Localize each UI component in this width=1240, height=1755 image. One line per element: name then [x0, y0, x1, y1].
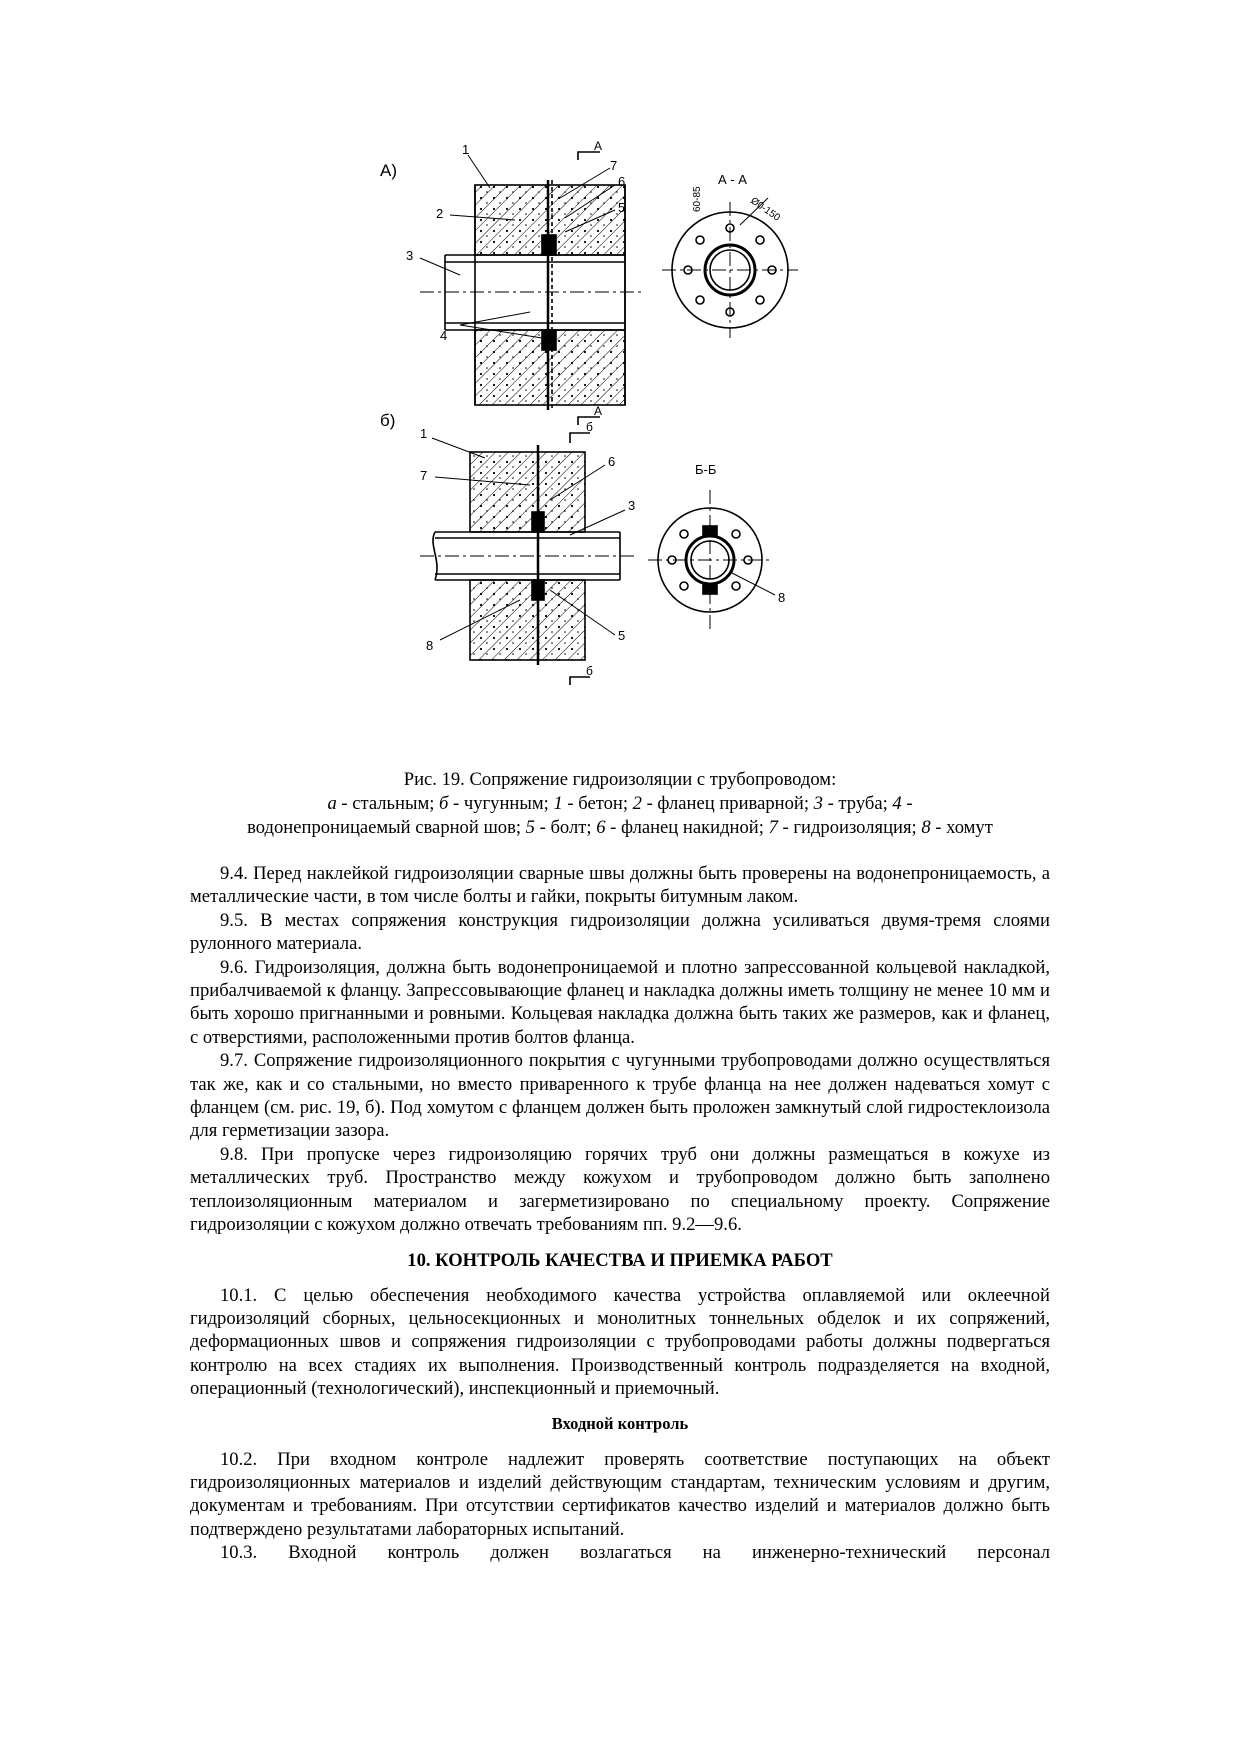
caption-legend-line-2	[190, 816, 1050, 840]
svg-text:8: 8	[426, 638, 434, 653]
legend-part: - хомут	[930, 817, 993, 838]
paragraph-10-1: 10.1. С целью обеспечения необходимого качества устройства оплавляемой или оклеечной гидроизоляций сборных, цельносекционных и монолитных тоннельных обделок и их сопряжений, деформационных швов и сопряжения гидроизоляции с трубопроводами работы должны подвергаться контролю на всех стадиях их выполнения. Производственный контроль подразделяется на входной, операционный (технологический), инспекционный и приемочный.	[190, 1284, 1050, 1400]
legend-part: 5	[525, 817, 535, 838]
pipe-waterproofing-drawing	[380, 139, 880, 760]
legend-part: 2	[632, 793, 642, 814]
legend-part: 7	[768, 817, 778, 838]
svg-text:7: 7	[610, 158, 618, 173]
legend-part: а	[327, 793, 337, 814]
svg-text:4: 4	[440, 328, 448, 343]
legend-part: - стальным;	[336, 793, 440, 814]
svg-text:1: 1	[462, 142, 470, 157]
svg-text:2: 2	[436, 206, 444, 221]
figure-caption	[190, 768, 1050, 840]
legend-part: 4	[892, 793, 902, 814]
svg-text:б: б	[586, 420, 593, 434]
caption-title: Рис. 19. Сопряжение гидроизоляции с трубопроводом:	[403, 769, 837, 790]
flange-section-b	[648, 462, 785, 632]
figure-19	[380, 139, 880, 760]
svg-text:7: 7	[420, 468, 428, 483]
svg-text:Ø0-150: Ø0-150	[748, 195, 782, 224]
legend-part: - гидроизоляция;	[777, 817, 922, 838]
svg-text:60-85: 60-85	[692, 186, 703, 212]
svg-text:6: 6	[608, 454, 616, 469]
svg-text:А: А	[594, 404, 603, 418]
legend-part: 1	[553, 793, 563, 814]
legend-part: -	[901, 793, 913, 814]
svg-text:А: А	[594, 139, 603, 153]
legend-part: 3	[813, 793, 823, 814]
svg-text:б: б	[586, 664, 593, 678]
legend-part: - чугунным;	[448, 793, 554, 814]
svg-text:Б-Б: Б-Б	[695, 462, 717, 477]
paragraph-9-7: 9.7. Сопряжение гидроизоляционного покрытия с чугунными трубопроводами должно осуществляться так же, как и со стальными, но вместо приваренного к трубе фланца на нее должен надеваться хомут с фланцем (см. рис. 19, б). Под хомутом с фланцем должен быть проложен замкнутый слой гидростеклоизола для герметизации зазора.	[190, 1050, 1050, 1142]
legend-part: водонепроницаемый сварной шов;	[247, 817, 526, 838]
svg-text:5: 5	[618, 200, 626, 215]
legend-part: - фланец приварной;	[641, 793, 814, 814]
svg-text:3: 3	[628, 498, 636, 513]
legend-part: б	[439, 793, 449, 814]
legend-part: - фланец накидной;	[605, 817, 769, 838]
svg-text:8: 8	[778, 590, 786, 605]
legend-part: 8	[921, 817, 931, 838]
paragraph-10-3: 10.3. Входной контроль должен возлагаться на инженерно-технический персонал	[220, 1542, 1050, 1564]
svg-text:6: 6	[618, 174, 626, 189]
legend-part: 6	[596, 817, 606, 838]
paragraph-9-8: 9.8. При пропуске через гидроизоляцию горячих труб они должны размещаться в кожухе из металлических труб. Пространство между кожухом и трубопроводом должно быть заполнено теплоизоляционным материалом и загерметизировано по специальному проекту. Сопряжение гидроизоляции с кожухом должно отвечать требованиям пп. 9.2—9.6.	[190, 1143, 1050, 1236]
paragraph-9-5: 9.5. В местах сопряжения конструкция гидроизоляции должна усиливаться двумя-тремя слоями рулонного материала.	[190, 909, 1050, 955]
wall-section-a	[475, 180, 625, 410]
subsection-heading-input-control: Входной контроль	[551, 1413, 689, 1433]
caption-legend-line-1	[190, 792, 1050, 816]
legend-part: - болт;	[534, 817, 597, 838]
svg-text:1: 1	[420, 426, 428, 441]
section-heading-10: 10. КОНТРОЛЬ КАЧЕСТВА И ПРИЕМКА РАБОТ	[407, 1249, 833, 1271]
wall-section-b	[470, 445, 585, 665]
paragraph-9-6: 9.6. Гидроизоляция, должна быть водонепроницаемой и плотно запрессованной кольцевой накладкой, прибалчиваемой к фланцу. Запрессовывающие фланец и накладка должны иметь толщину не менее 10 мм и быть хорошо пригнанными и ровными. Кольцевая накладка должна быть таких же размеров, как и фланец, с отверстиями, расположенными против болтов фланца.	[190, 956, 1050, 1048]
document-body	[190, 862, 1050, 1565]
variant-a-label: А)	[380, 161, 397, 180]
svg-text:3: 3	[406, 248, 414, 263]
legend-part: - бетон;	[562, 793, 633, 814]
svg-text:5: 5	[618, 628, 626, 643]
svg-text:А - А: А - А	[718, 172, 747, 187]
flange-section-a	[662, 172, 798, 338]
paragraph-9-4: 9.4. Перед наклейкой гидроизоляции сварные швы должны быть проверены на водонепроницаемость, а металлические части, в том числе болты и гайки, покрыты битумным лаком.	[190, 863, 1050, 908]
legend-part: - труба;	[822, 793, 893, 814]
variant-b-label: б)	[380, 411, 396, 430]
paragraph-10-2: 10.2. При входном контроле надлежит проверять соответствие поступающих на объект гидроизоляционных материалов и изделий действующим стандартам, техническим условиям и другим, документам и требованиям. При отсутствии сертификатов качество изделий и материалов должно быть подтверждено результатами лабораторных испытаний.	[190, 1448, 1050, 1540]
